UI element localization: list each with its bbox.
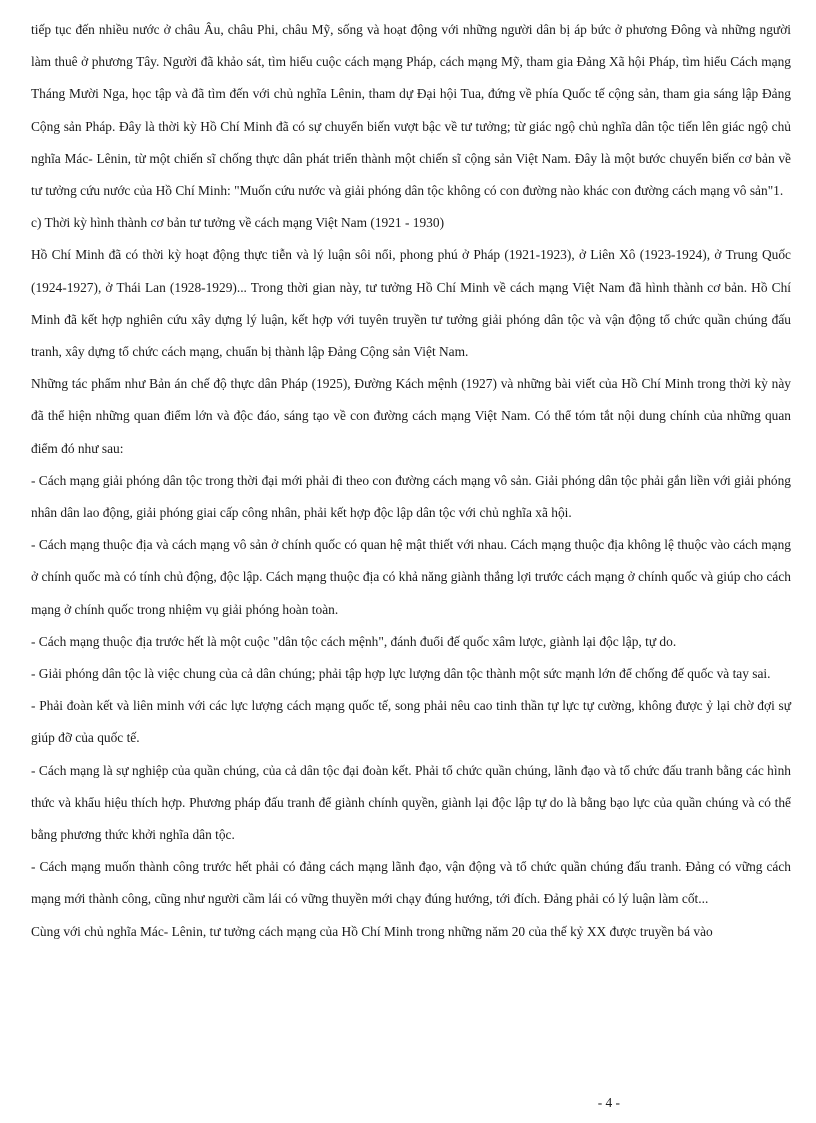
bullet-point-3: - Cách mạng thuộc địa trước hết là một cuộc "dân tộc cách mệnh", đánh đuổi đế quốc xâm lược, giành lại độc lập, tự do. bbox=[31, 633, 677, 649]
section-heading: c) Thời kỳ hình thành cơ bản tư tưởng về cách mạng Việt Nam (1921 - 1930) bbox=[31, 215, 445, 231]
bullet-point-1: - Cách mạng giải phóng dân tộc trong thời đại mới phải đi theo con đường cách mạng vô sản. Giải phóng dân tộc phải gắn liền với giải phóng nhân dân lao động, giải phóng giai cấp công nhân, phải kết hợp độc lập dân tộc với chủ nghĩa xã hội. bbox=[31, 472, 792, 521]
bullet-point-5: - Phải đoàn kết và liên minh với các lực lượng cách mạng quốc tế, song phải nêu cao tinh thần tự lực tự cường, không được ỷ lại chờ đợi sự giúp đỡ của quốc tế. bbox=[31, 698, 791, 746]
bullet-point-7: - Cách mạng muốn thành công trước hết phải có đảng cách mạng lãnh đạo, vận động và tổ chức quần chúng đấu tranh. Đảng có vững cách mạng mới thành công, cũng như người cầm lái có vững thuyền mới chạy đúng hướng, tới đích. Đảng phải có lý luận làm cốt... bbox=[31, 859, 791, 907]
paragraph-closing: Cùng với chủ nghĩa Mác- Lênin, tư tưởng cách mạng của Hồ Chí Minh trong những năm 20 của thế kỷ XX được truyền bá vào bbox=[31, 923, 713, 939]
document-body bbox=[31, 14, 791, 948]
bullet-point-2: - Cách mạng thuộc địa và cách mạng vô sản ở chính quốc có quan hệ mật thiết với nhau. Cách mạng thuộc địa không lệ thuộc vào cách mạng ở chính quốc mà có tính chủ động, độc lập. Cách mạng thuộc địa có khả năng giành thắng lợi trước cách mạng ở chính quốc và giúp cho cách mạng ở chính quốc trong nhiệm vụ giải phóng hoàn toàn. bbox=[31, 537, 791, 617]
paragraph-works: Những tác phẩm như Bản án chế độ thực dân Pháp (1925), Đường Kách mệnh (1927) và những bài viết của Hồ Chí Minh trong thời kỳ này đã thể hiện những quan điểm lớn và độc đáo, sáng tạo về con đường cách mạng Việt Nam. Có thể tóm tắt nội dung chính của những quan điểm đó như sau: bbox=[31, 376, 791, 456]
bullet-point-6: - Cách mạng là sự nghiệp của quần chúng, của cả dân tộc đại đoàn kết. Phải tổ chức quần chúng, lãnh đạo và tổ chức đấu tranh bằng các hình thức và khẩu hiệu thích hợp. Phương pháp đấu tranh để giành chính quyền, giành lại độc lập tự do là bằng bạo lực của quần chúng và có thể bằng phương thức khởi nghĩa dân tộc. bbox=[31, 762, 791, 843]
page-number: - 4 - bbox=[597, 1095, 620, 1110]
paragraph-activities: Hồ Chí Minh đã có thời kỳ hoạt động thực tiễn và lý luận sôi nổi, phong phú ở Pháp (1921-1923), ở Liên Xô (1923-1924), ở Trung Quốc (1924-1927), ở Thái Lan (1928-1929)... Trong thời gian này, tư tưởng Hồ Chí Minh về cách mạng Việt Nam đã hình thành cơ bản. Hồ Chí Minh đã kết hợp nghiên cứu xây dựng lý luận, kết hợp với tuyên truyền tư tưởng giải phóng dân tộc và vận động tổ chức quần chúng đấu tranh, xây dựng tổ chức cách mạng, chuẩn bị thành lập Đảng Cộng sản Việt Nam. bbox=[31, 247, 791, 360]
paragraph-intro: tiếp tục đến nhiều nước ở châu Âu, châu Phi, châu Mỹ, sống và hoạt động với những người dân bị áp bức ở phương Đông và những người làm thuê ở phương Tây. Người đã khảo sát, tìm hiểu cuộc cách mạng Pháp, cách mạng Mỹ, tham gia Đảng Xã hội Pháp, tìm hiểu Cách mạng Tháng Mười Nga, học tập và đã tìm đến với chủ nghĩa Lênin, tham dự Đại hội Tua, đứng về phía Quốc tế cộng sản, tham gia sáng lập Đảng Cộng sản Pháp. Đây là thời kỳ Hồ Chí Minh đã có sự chuyển biến vượt bậc về tư tưởng; từ giác ngộ chủ nghĩa dân tộc tiến lên giác ngộ chủ nghĩa Mác- Lênin, từ một chiến sĩ chống thực dân phát triển thành một chiến sĩ cộng sản Việt Nam. Đây là một bước chuyển biến cơ bản về tư tưởng cứu nước của Hồ Chí Minh: "Muốn cứu nước và giải phóng dân tộc không có con đường nào khác con đường cách mạng vô sản"1. bbox=[31, 22, 791, 199]
bullet-point-4: - Giải phóng dân tộc là việc chung của cả dân chúng; phải tập hợp lực lượng dân tộc thành một sức mạnh lớn để chống đế quốc và tay sai. bbox=[31, 666, 771, 682]
